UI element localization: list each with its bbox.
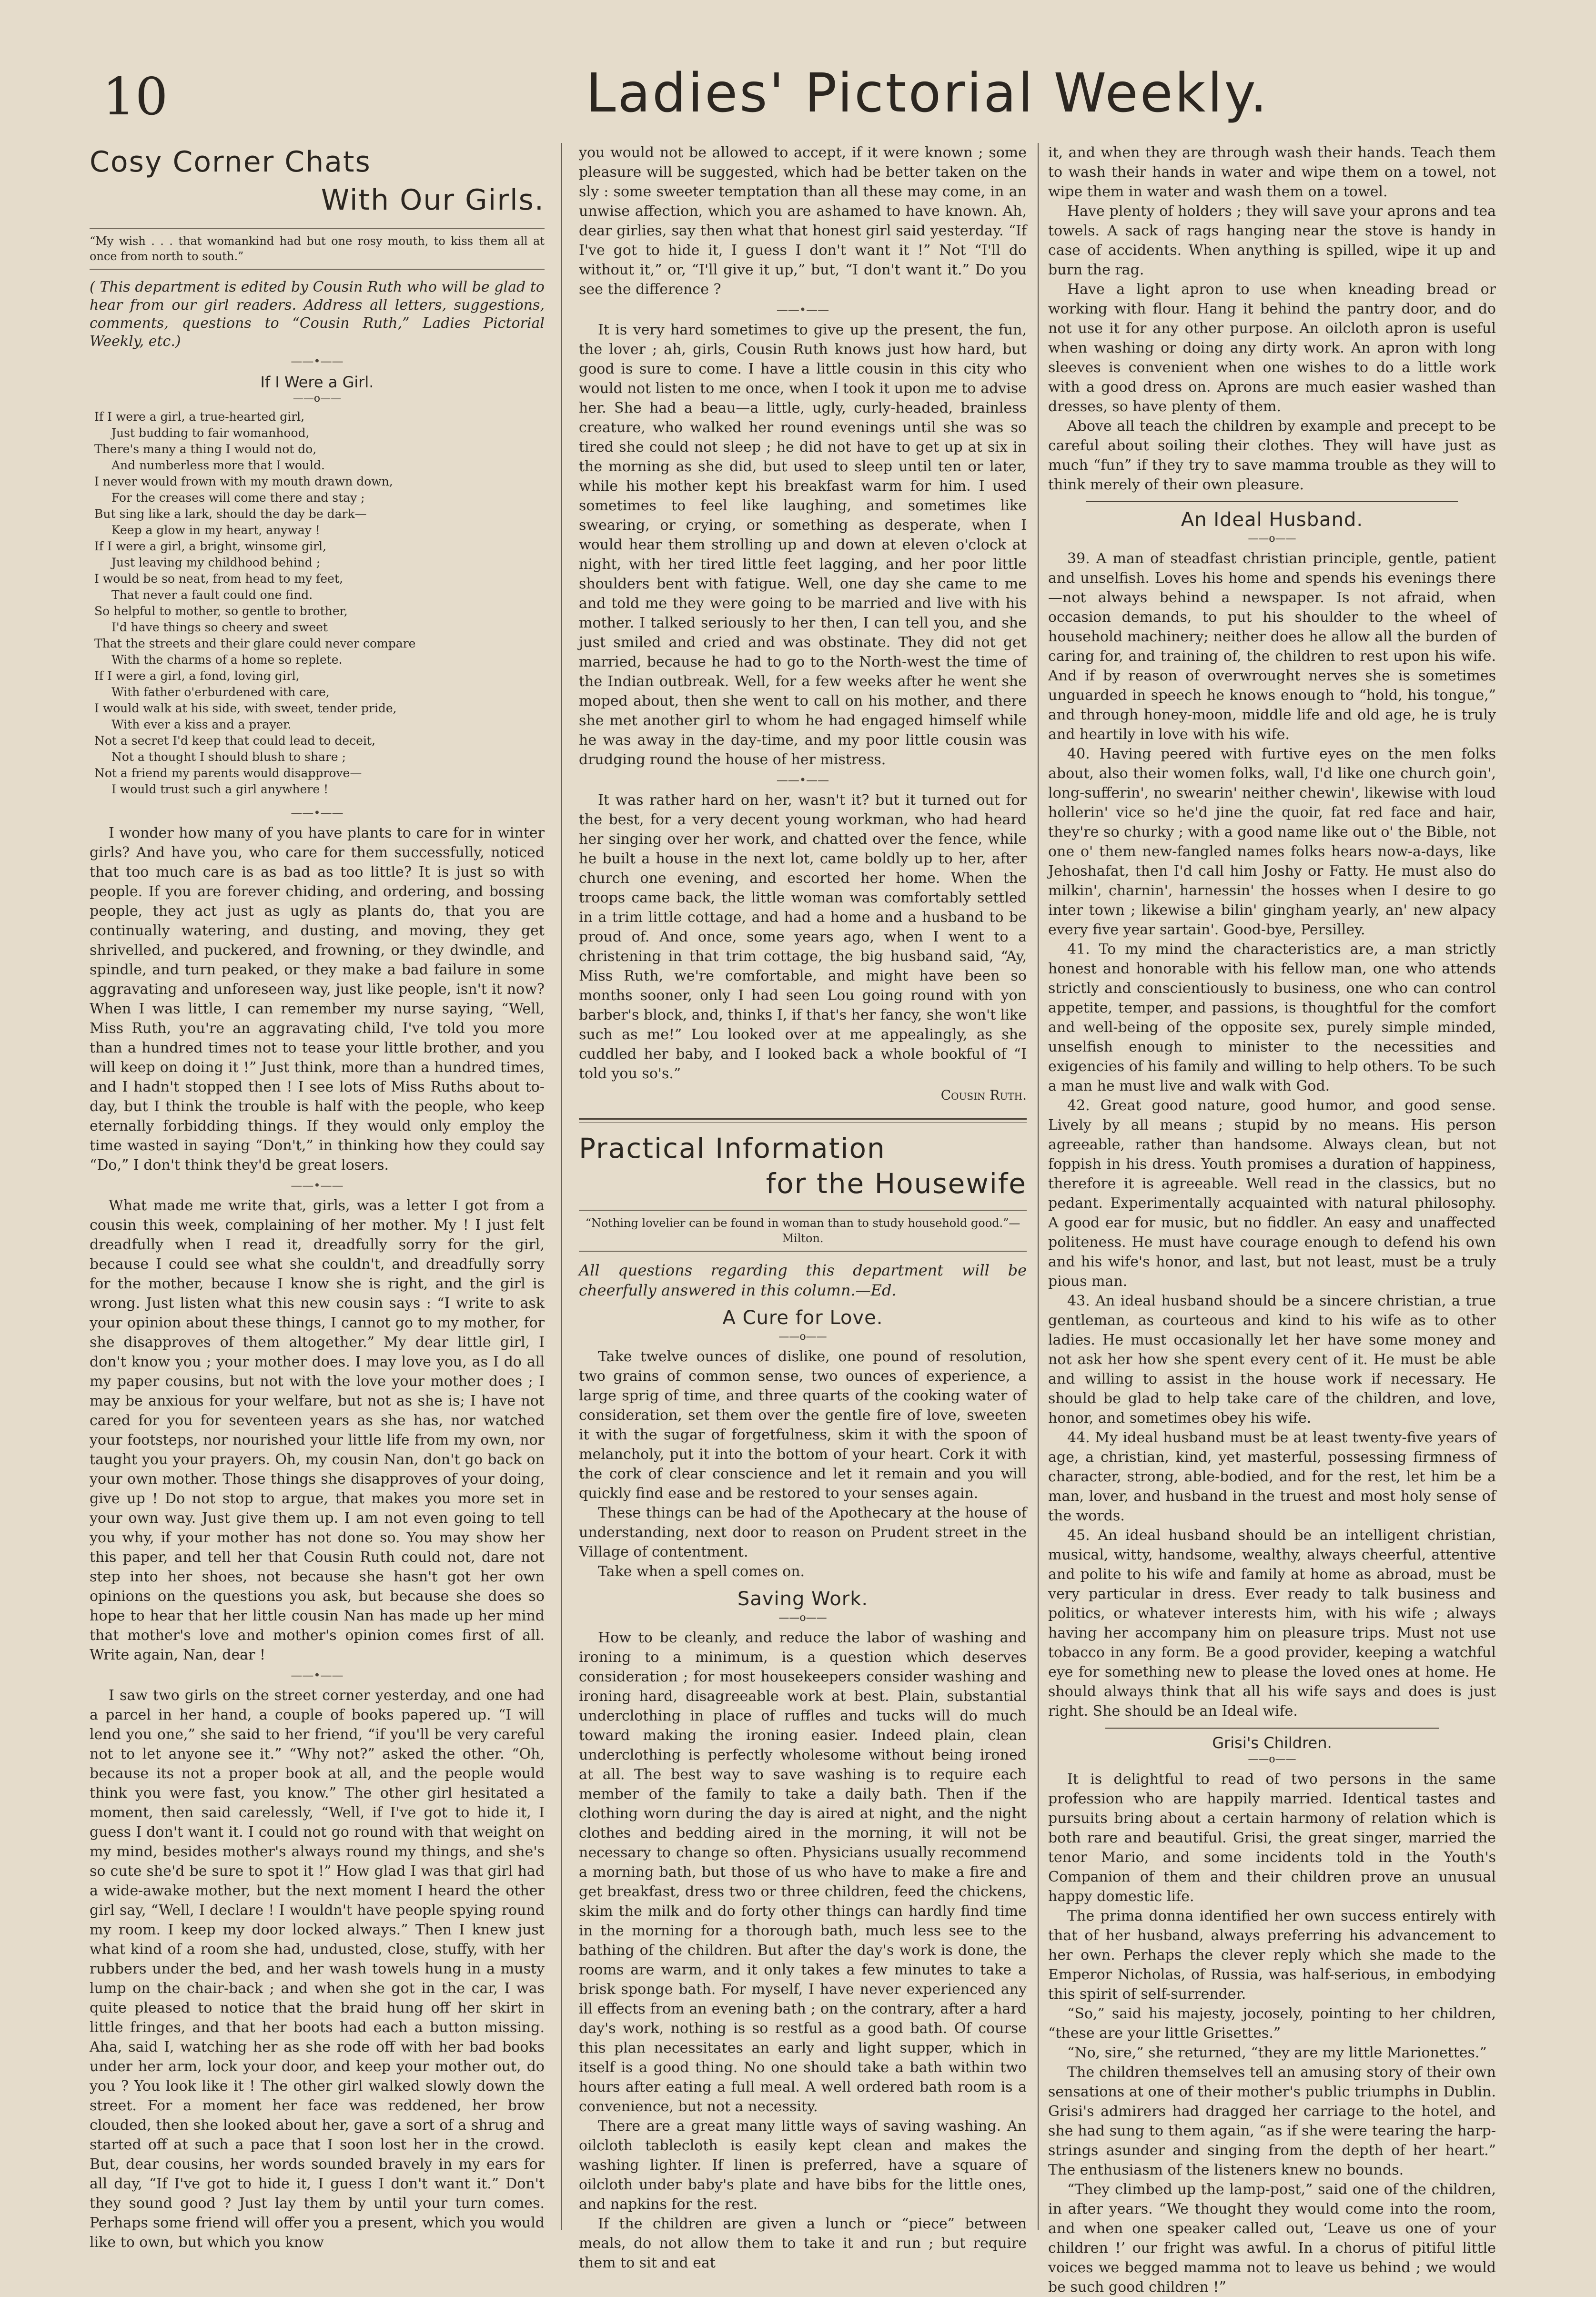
ornament [579, 1332, 1027, 1342]
article-title: Saving Work. [737, 1588, 869, 1610]
separator [579, 774, 1027, 786]
poem-line: Just budding to fair womanhood, [111, 426, 310, 440]
paragraph: 45. An ideal husband should be an intelligent christian, musical, witty, handsome, wealthy, always cheerful, attentive and polite to his wife and family at home as abroad, must be very particular in dress. Ever ready to talk business and politics, or whatever interests him, with his wife ; always having her accompany him on pleasure trips. Must not use tobacco in any form. Be a good provider, keeping a watchful eye for something new to please the loved ones at home. He should always think that all his wife says and does is just right. She should be an Ideal wife. [1048, 1527, 1496, 1720]
paragraph: What made me write that, girls, was a letter I got from a cousin this week, complaining of her mother. My ! I just felt dreadfully when I read it, dreadfully sorry for the girl, because I could see what she couldn't, and dreadfully sorry for the mother, because I know she is right, and the girl is wrong. Just listen what this new cousin says : “I write to ask your opinion about these things, I cannot go to my mother, for she disapproves of them altogether.” My dear little girl, I don't know you ; your mother does. I may love you, as I do all my paper cousins, but not with the love your mother does ; I may be anxious for your welfare, but not as she is; I have not cared for you for seventeen years as she has, nor watched your footsteps, nor nourished your little life from my own, nor taught you your prayers. Oh, my cousin Nan, don't go back on your own mother. Those things she disapproves of your doing, give up ! Do not stop to argue, that makes you more set in your own way. Just give them up. I am not even going to tell you why, if your mother has not done so. You may show her this paper, and tell her that Cousin Ruth could not, dare not step into her shoes, not because she hasn't got her own opinions on the questions you ask, but because she does so hope to hear that her little cousin Nan has made up her mind that mother's love and mother's opinion comes first of all. Write again, Nan, dear ! [90, 1197, 545, 1663]
paragraph: Above all teach the children by example and precept to be careful about soiling their clothes. They will have just as much “fun” if they try to save mamma trouble as they will to think merely of their own pleasure. [1048, 418, 1496, 493]
paragraph: “They climbed up the lamp-post,” said one of the children, in after years. “We thought they would come into the room, and when one speaker called out, ‘Leave us one of your children !’ our fright was awful. In a chorus of pitiful little voices we begged mamma not to leave us behind ; we would be such good children !” [1048, 2181, 1496, 2296]
column-rule-right [1038, 143, 1039, 2230]
poem-line: If I were a girl, a bright, winsome girl, [94, 539, 327, 553]
paragraph: If the children are given a lunch or “piece” between meals, do not allow them to take it and run ; but require them to sit and eat [579, 2216, 1027, 2271]
paragraph: Have a light apron to use when kneading bread or working with flour. Hang it behind the pantry door, and do not use it for any other purpose. An oilcloth apron is useful when washing or doing any dirty work. An apron with long sleeves is convenient when one wishes to do a little work with a good dress on. Aprons are much easier washed than dresses, so have plenty of them. [1048, 281, 1496, 415]
poem-line: I would trust such a girl anywhere ! [111, 782, 329, 796]
poem-line: And numberless more that I would. [111, 458, 325, 472]
paragraph: “So,” said his majesty, jocosely, pointing to her children, “these are your little Grisettes.” [1048, 2005, 1496, 2042]
ornament [1048, 534, 1496, 544]
poem-line: There's many a thing I would not do, [94, 442, 317, 456]
separator [90, 355, 545, 367]
column-2 [579, 143, 1027, 2273]
paragraph: Have plenty of holders ; they will save your aprons and tea towels. A sack of rags hanging near the stove is handy in case of accidents. When anything is spilled, wipe it up and burn the rag. [1048, 203, 1496, 278]
poem-line: Just leaving my childhood behind ; [111, 556, 321, 569]
paragraph: “No, sire,” she returned, “they are my little Marionettes.” [1067, 2044, 1487, 2061]
poem-line: If I were a girl, a true-hearted girl, [94, 410, 305, 424]
epigraph-quote: “Nothing lovelier can be found in woman than to study household good.”—Milton. [579, 1210, 1027, 1252]
paragraph: I wonder how many of you have plants to care for in winter girls? And have you, who care for them successfully, noticed that too much care is as bad as too little? It is just so with people. If you are forever chiding, and ordering, and bossing people, they act just as ugly as plants do, that you are continually watering, and dusting, and moving, they get shrivelled, and puckered, and frowning, or they dwindle, and spindle, and turn peaked, or they make a bad failure in some aggravating and unforeseen way, just like people, isn't it now? When I was little, I can remember my nurse saying, “Well, Miss Ruth, you're an aggravating child, I've told you more than a hundred times not to tease your little brother, and you will keep on doing it !” Just think, more than a hundred times, and I hadn't stopped then ! I see lots of Miss Ruths about to-day, but I think the trouble is half with the people, who keep eternally forbidding things. If they would only employ the time wasted in saying “Don't,” in thinking how they could say “Do,” I don't think they'd be great losers. [90, 825, 545, 1174]
article-title: Grisi's Children. [1212, 1734, 1332, 1752]
paragraph: It is delightful to read of two persons in the same profession who are happily married. Identical tastes and pursuits bring about a certain harmony of relation which is both rare and beautiful. Grisi, the great singer, married the tenor Mario, and some incidents told in the Youth's Companion of them and their children prove an unusual happy domestic life. [1048, 1771, 1496, 1905]
paragraph: 44. My ideal husband must be at least twenty-five years of age, a christian, kind, yet masterful, possessing firmness of character, strong, able-bodied, and for the rest, let him be a man, lover, and husband in the truest and most holy sense of the words. [1048, 1429, 1496, 1524]
poem-line: That never a fault could one find. [111, 588, 313, 602]
paragraph: How to be cleanly, and reduce the labor of washing and ironing to a minimum, is a question which deserves consideration ; for most housekeepers consider washing and ironing hard, disagreeable work at best. Plain, substantial underclothing in place of ruffles and tucks will do much toward making the ironing easier. Indeed plain, clean underclothing is perfectly wholesome without being ironed at all. The best way to save washing is to require each member of the family to take a daily bath. Then if the clothing worn during the day is aired at night, and the night clothes and bedding aired in the morning, it will not be necessary to change so often. Physicians usually recommend a morning bath, but those of us who have to make a fire and get breakfast, dress two or three children, feed the chickens, skim the milk and do forty other things can hardly find time in the morning for a thorough bath, much less see to the bathing of the children. But after the day's work is done, the rooms are warm, and it only takes a few minutes to take a brisk sponge bath. For myself, I have never experienced any ill effects from an evening bath ; on the contrary, after a hard day's work, nothing is so restful as a good bath. Of course this plan necessitates an early and light supper, which in itself is a good thing. No one should take a bath within two hours after eating a full meal. A well ordered bath room is a convenience, but not a necessity. [579, 1629, 1027, 2115]
separator [90, 807, 545, 819]
column-3 [1048, 143, 1496, 2297]
poem [94, 409, 545, 798]
paragraph: The children themselves tell an amusing story of their own sensations at one of their mother's public triumphs in Dublin. Grisi's admirers had dragged her carriage to the hotel, and she had sung to them again, “as if she were tearing the harp-strings asunder and singing from the depth of her heart.” The enthusiasm of the listeners knew no bounds. [1048, 2064, 1496, 2178]
poem-line: With father o'erburdened with care, [111, 685, 330, 699]
poem-line: For the creases will come there and stay ; [111, 491, 365, 505]
poem-line: I would walk at his side, with sweet, tender pride, [94, 701, 397, 715]
masthead-title: Ladies' Pictorial Weekly. [586, 62, 1269, 124]
poem-line: With ever a kiss and a prayer. [111, 718, 292, 731]
section-title-line1: Cosy Corner Chats [90, 145, 371, 179]
paragraph: 39. A man of steadfast christian principle, gentle, patient and unselfish. Loves his home and spends his evenings there—not always behind a newspaper. Is not afraid, when occasion demands, to put his shoulder to the wheel of household machinery; neither does he allow all the burden of caring for, and training of, the children to rest upon his wife. And if by reason of overwrought nerves she is sometimes unguarded in speech he knows enough to “hold, his tongue,” and through honey-moon, middle life and old age, he is truly and heartily in love with his wife. [1048, 550, 1496, 743]
separator [90, 1670, 545, 1681]
paragraph: There are a great many little ways of saving washing. An oilcloth tablecloth is easily kept clean and makes the washing lighter. If linen is preferred, have a square of oilcloth under baby's plate and have bibs for the little ones, and napkins for the rest. [579, 2118, 1027, 2213]
poem-line: That the streets and their glare could never compare [94, 637, 416, 650]
section-title-line1: Practical Information [579, 1132, 886, 1164]
section-rule [1105, 1728, 1439, 1729]
paragraph: I saw two girls on the street corner yesterday, and one had a parcel in her hand, a couple of books papered up. “I will lend you one,” she said to her friend, “if you'll be very careful not to let anyone see it.” “Why not?” asked the other. “Oh, because its not a proper book at all, and the people would think you were fast, you know.” The other girl hesitated a moment, then said carelessly, “Well, if I've got to hide it, I guess I don't want it. I could not go round with that weight on my mind, besides mother's always round my things, and she's so cute she'd be sure to spot it !” How glad I was that girl had a wide-awake mother, but the next moment I heard the other girl say, “Well, I declare ! I wouldn't have people spying round my room. I keep my door locked always.” Then I knew just what kind of a room she had, undusted, close, stuffy, with her rubbers under the bed, and her wash towels hung in a musty lump on the chair-back ; and when she got in the car, I was quite pleased to notice that the braid hung off her skirt in little fringes, and that her boots had each a button missing. Aha, said I, watching her as she rode off with her bad books under her arm, lock your door, and keep your mother out, do you ? You look like it ! The other girl walked slowly down the street. For a moment her face was reddened, her brow clouded, then she looked about her, gave a sort of a shrug and started off at such a pace that I soon lost her in the crowd. But, dear cousins, her words sounded bravely in my ears for all day, “If I've got to hide it, I guess I don't want it.” Don't they sound good ? Just lay them by until your turn comes. Perhaps some friend will offer you a present, which you would like to own, but which you know [90, 1687, 545, 2251]
paragraph: 40. Having peered with furtive eyes on the men folks about, also their women folks, wall, I'd like one church goin', long-sufferin', no swearin' neither chewin', likewise with loud hollerin' vice so he'd jine the quoir, fat red face and hair, they're so churky ; with a good name like out o' the Bible, not one o' them new-fangled names folks hears now-a-days, like Jehoshafat, then I'd call him Joshy or Fatty. He must also do milkin', charnin', harnessin' the hosses when I desire to go inter town ; likewise a bilin' gingham yearly, an' new alpacy every five year sartain'. Good-bye, Persilley. [1048, 746, 1496, 938]
paragraph: Take when a spell comes on. [598, 1563, 805, 1580]
editor-note: ( This department is edited by Cousin Ruth who will be glad to hear from our girl readers. Address all letters, suggestions, comments, questions to “Cousin Ruth,” Ladies Pictorial Weekly, etc.) [90, 279, 545, 350]
poem-line: Not a secret I'd keep that could lead to deceit, [94, 734, 375, 748]
ornament [1048, 1754, 1496, 1765]
poem-title: If I Were a Girl. [260, 373, 374, 391]
section-title-line2: for the Housewife [766, 1167, 1027, 1200]
paragraph: The prima donna identified her own success entirely with that of her husband, always preferring his advancement to her own. Perhaps the clever reply which she made to the Emperor Nicholas, of Russia, was half-serious, in embodying this spirit of self-surrender. [1048, 1908, 1496, 2003]
paragraph: 43. An ideal husband should be a sincere christian, a true gentleman, as courteous and kind to his wife as to other ladies. He must occasionally let her have some money and not ask her how she spent every cent of it. He must be able and willing to assist in the house work if necessary. He should be glad to help take care of the children, and love, honor, and sometimes obey his wife. [1048, 1293, 1496, 1427]
paragraph: you would not be allowed to accept, if it were known ; some pleasure will be suggested, which had be better taken on the sly : some sweeter temptation than all these may come, in an unwise affection, which you are ashamed to have known. Ah, dear girlies, say then what that honest girl said yesterday. “If I've got to hide it, I guess I don't want it !” Not “I'll do without it,” or, “I'll give it up,” but, “I don't want it.” Do you see the difference ? [579, 144, 1027, 298]
section-rule [1086, 501, 1458, 502]
paragraph: Take twelve ounces of dislike, one pound of resolution, two grains of common sense, two ounces of experience, a large sprig of time, and three quarts of the cooking water of consideration, set them over the gentle fire of love, sweeten it with the sugar of forgetfulness, skim it with the spoon of melancholy, put it into the bottom of your heart. Cork it with the cork of clear conscience and let it remain and you will quickly find ease and be restored to your senses again. [579, 1348, 1027, 1502]
paragraph: It was rather hard on her, wasn't it? but it turned out for the best, for a very decent young workman, who had heard her singing over her work, and chatted over the fence, while he built a house in the next lot, came boldly up to her, after church one evening, and escorted her home. When the troops came back, the little woman was comfortably settled in a trim little cottage, and had a home and a husband to be proud of. And once, some years ago, when I went to a christening in that trim cottage, the big husband said, “Ay, Miss Ruth, we're comfortable, and might have been so months sooner, only I had seen Lou going round with yon barber's block, and, thinks I, if that's her fancy, she won't like such as me!” Lou looked over at me appealingly, as she cuddled her baby, and I looked back a whole bookful of “I told you so's.” [579, 792, 1027, 1082]
paragraph: These things can be had of the Apothecary at the house of understanding, next door to reason on Prudent street in the Village of contentment. [579, 1505, 1027, 1560]
ornament [90, 394, 545, 404]
column-1 [90, 143, 545, 2252]
paragraph: it, and when they are through wash their hands. Teach them to wash their hands in water and wipe them on a towel, not wipe them in water and wash them on a towel. [1048, 144, 1496, 200]
poem-line: Keep a glow in my heart, anyway ! [111, 523, 320, 537]
paragraph: 41. To my mind the characteristics are, a man strictly honest and honorable with his fellow man, one who attends strictly and conscientiously to business, one who can control appetite, temper, and passions, is thoughtful for the comfort and well-being of the opposite sex, purely simple minded, unselfish enough to minister to the necessities and exigencies of his family and willing to help others. To be such a man he must live and walk with God. [1048, 941, 1496, 1094]
article-title: A Cure for Love. [722, 1307, 883, 1329]
poem-line: I'd have things so cheery and sweet [111, 620, 328, 634]
separator [579, 304, 1027, 315]
page-number: 10 [102, 67, 168, 127]
column-rule-left [561, 143, 562, 2230]
poem-line: Not a thought I should blush to share ; [111, 750, 346, 764]
article-title: An Ideal Husband. [1181, 509, 1364, 531]
signature: Cousin Ruth. [940, 1087, 1027, 1103]
paragraph: It is very hard sometimes to give up the present, the fun, the lover ; ah, girls, Cousin Ruth knows just how hard, but good is sure to come. I have a little cousin in this city who would not listen to me once, when I took it upon me to advise her. She had a beau—a little, ugly, curly-headed, brainless creature, who walked her round evenings until she was so tired she could not sleep ; he did not have to get up at six in the morning as she did, but used to sleep until ten or later, while his mother kept his breakfast warm for him. I used sometimes to feel like laughing, and sometimes like swearing, or crying, or something as desperate, when I would hear them strolling up and down at eleven o'clock at night, with her tired little feet lagging, and her poor little shoulders bent with fatigue. Well, one day she came to me and told me they were going to be married and live with his mother. I talked seriously to her then, I can tell you, and she just smiled and cried and was obstinate. They did not get married, because he had to go to the North-west the time of the Indian outbreak. Well, for a few weeks after he went she moped about, then she went to call on his mother, and there she met another girl to whom he had engaged himself while he was away in the day-time, and my poor little cousin was drudging round the house of her mistress. [579, 322, 1027, 768]
poem-line: With the charms of a home so replete. [111, 653, 343, 667]
epigraph-quote: “My wish . . . that womankind had but one rosy mouth, to kiss them all at once from north to south.” [90, 228, 545, 270]
poem-line: But sing like a lark, should the day be dark— [94, 507, 367, 521]
poem-line: So helpful to mother, so gentle to brother, [94, 604, 348, 618]
paragraph: 42. Great good nature, good humor, and good sense. Lively by all means ; stupid by no means. His person agreeable, rather than handsome. Always clean, but not foppish in his dress. Youth promises a duration of happiness, therefore it is agreeable. Well read in the classics, but no pedant. Experimentally acquainted with natural philosophy. A good ear for music, but no fiddler. An easy and unaffected politeness. He must have courage enough to defend his own and his wife's honor, and last, but not least, must be a truly pious man. [1048, 1097, 1496, 1290]
section-title-line2: With Our Girls. [321, 183, 545, 217]
editor-note: All questions regarding this department will be cheerfully answered in this column.—Ed. [579, 1261, 1027, 1299]
poem-line: If I were a girl, a fond, loving girl, [94, 669, 300, 683]
poem-line: I would be so neat, from head to my feet, [94, 572, 343, 586]
ornament [579, 1613, 1027, 1623]
separator [90, 1180, 545, 1191]
section-rule [579, 1118, 1027, 1123]
poem-line: I never would frown with my mouth drawn down, [94, 475, 393, 488]
poem-line: Not a friend my parents would disapprove— [94, 766, 362, 780]
